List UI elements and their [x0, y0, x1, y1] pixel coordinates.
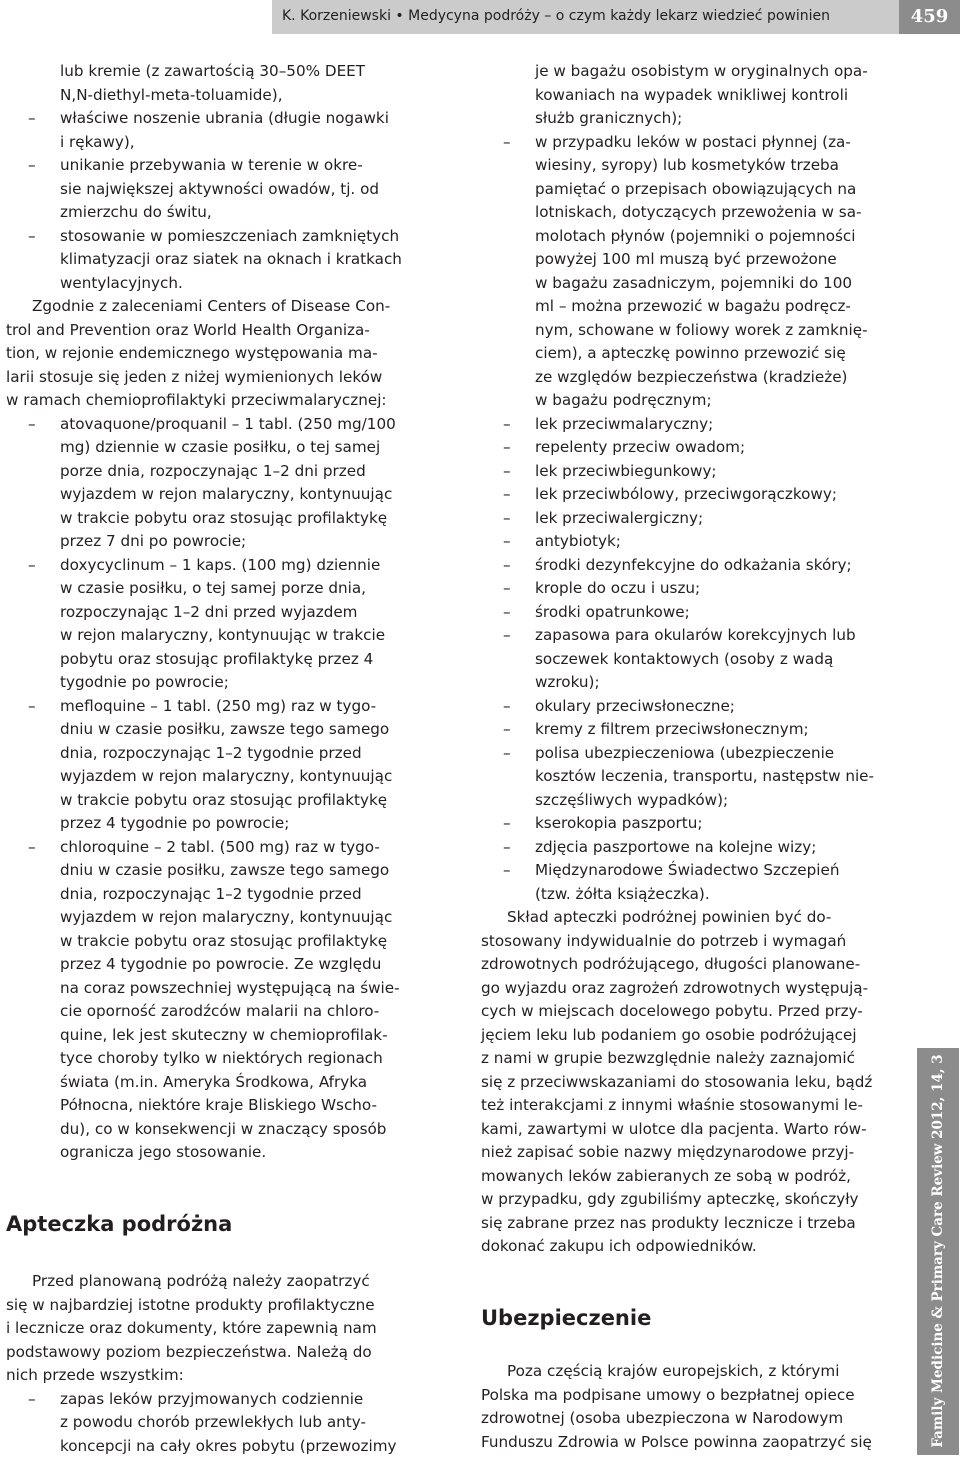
text-line: wentylacyjnych. — [6, 272, 424, 296]
text-line: się w najbardziej istotne produkty profilaktyczne — [6, 1294, 424, 1318]
text-line: rozpoczynając 1–2 dni przed wyjazdem — [6, 601, 424, 625]
text-line: w trakcie pobytu oraz stosując profilaktykę — [6, 789, 424, 813]
page-number: 459 — [899, 0, 960, 34]
text-line: – repelenty przeciw owadom; — [481, 436, 904, 460]
list-dash: – — [503, 507, 511, 531]
text-line: lub kremie (z zawartością 30–50% DEET — [6, 60, 424, 84]
text-line: służb granicznych); — [481, 107, 904, 131]
text-line: – mefloquine – 1 tabl. (250 mg) raz w tygo- — [6, 695, 424, 719]
right-column-2 — [481, 1360, 904, 1454]
running-title: K. Korzeniewski • Medycyna podróży – o czym każdy lekarz wiedzieć powinien — [282, 8, 830, 24]
text-line: dniu w czasie posiłku, zawsze tego samego — [6, 859, 424, 883]
text-line: w rejon malaryczny, kontynuując w trakcie — [6, 624, 424, 648]
text-line: – właściwe noszenie ubrania (długie nogawki — [6, 107, 424, 131]
text-line: – zapas leków przyjmowanych codziennie — [6, 1388, 424, 1412]
text-line: lotniskach, dotyczących przewożenia w sa- — [481, 201, 904, 225]
text-line: dnia, rozpoczynając 1–2 tygodnie przed — [6, 742, 424, 766]
text-line: zmierzchu do świtu, — [6, 201, 424, 225]
text-line: pamiętać o przepisach obowiązujących na — [481, 178, 904, 202]
text-line: świata (m.in. Ameryka Środkowa, Afryka — [6, 1071, 424, 1095]
text-line: szczęśliwych wypadków); — [481, 789, 904, 813]
text-line: w przypadku, gdy zgubiliśmy apteczkę, skończyły — [481, 1188, 904, 1212]
text-line: tion, w rejonie endemicznego występowania ma- — [6, 342, 424, 366]
text-line: – okulary przeciwsłoneczne; — [481, 695, 904, 719]
text-line: pobytu oraz stosując profilaktykę przez 4 — [6, 648, 424, 672]
right-column — [481, 60, 904, 1259]
list-dash: – — [503, 718, 511, 742]
text-line: – zapasowa para okularów korekcyjnych lub — [481, 624, 904, 648]
text-line: – chloroquine – 2 tabl. (500 mg) raz w tygo- — [6, 836, 424, 860]
list-dash: – — [28, 154, 36, 178]
text-line: Poza częścią krajów europejskich, z którymi — [481, 1360, 904, 1384]
text-line: w czasie posiłku, o tej samej porze dnia, — [6, 577, 424, 601]
text-line: trol and Prevention oraz World Health Organiza- — [6, 319, 424, 343]
text-line: kami, zawartymi w ulotce dla pacjenta. Warto rów- — [481, 1118, 904, 1142]
list-dash: – — [28, 413, 36, 437]
list-dash: – — [503, 601, 511, 625]
list-dash: – — [503, 812, 511, 836]
text-line: cie oporność zarodźców malarii na chloro- — [6, 1000, 424, 1024]
text-line: – lek przeciwalergiczny; — [481, 507, 904, 531]
text-line: – lek przeciwmalaryczny; — [481, 413, 904, 437]
list-dash: – — [28, 695, 36, 719]
text-line: je w bagażu osobistym w oryginalnych opa- — [481, 60, 904, 84]
text-line: kowaniach na wypadek wnikliwej kontroli — [481, 84, 904, 108]
list-dash: – — [503, 460, 511, 484]
text-line: – doxycyclinum – 1 kaps. (100 mg) dziennie — [6, 554, 424, 578]
text-line: i lecznicze oraz dokumenty, które zapewnią nam — [6, 1317, 424, 1341]
text-line: koncepcji na cały okres pobytu (przewozimy — [6, 1435, 424, 1458]
text-line: – lek przeciwbiegunkowy; — [481, 460, 904, 484]
text-line: tyce choroby tylko w niektórych regionach — [6, 1047, 424, 1071]
text-line: N,N-diethyl-meta-toluamide), — [6, 84, 424, 108]
text-line: porze dnia, rozpoczynając 1–2 dni przed — [6, 460, 424, 484]
text-line: Polska ma podpisane umowy o bezpłatnej opiece — [481, 1384, 904, 1408]
text-line: zdrowotnych podróżującego, długości planowane- — [481, 953, 904, 977]
text-line: na coraz powszechniej występującą na świe- — [6, 977, 424, 1001]
text-line: z powodu chorób przewlekłych lub anty- — [6, 1411, 424, 1435]
text-line: du), co w konsekwencji w znaczący sposób — [6, 1118, 424, 1142]
list-dash: – — [503, 483, 511, 507]
text-line: – unikanie przebywania w terenie w okre- — [6, 154, 424, 178]
list-dash: – — [28, 836, 36, 860]
text-line: Skład apteczki podróżnej powinien być do- — [481, 906, 904, 930]
text-line: nież zapisać sobie nazwy międzynarodowe przyj- — [481, 1141, 904, 1165]
text-line: zdrowotnej (osoba ubezpieczona w Narodowym — [481, 1407, 904, 1431]
text-line: powyżej 100 ml muszą być przewożone — [481, 248, 904, 272]
list-dash: – — [503, 131, 511, 155]
text-line: go wyjazdu oraz zagrożeń zdrowotnych występują- — [481, 977, 904, 1001]
text-line: wyjazdem w rejon malaryczny, kontynuując — [6, 765, 424, 789]
text-line: molotach płynów (pojemniki o pojemności — [481, 225, 904, 249]
text-line: ogranicza jego stosowanie. — [6, 1141, 424, 1165]
text-line: się zabrane przez nas produkty lecznicze i trzeba — [481, 1212, 904, 1236]
list-dash: – — [503, 859, 511, 883]
list-dash: – — [503, 436, 511, 460]
text-line: dokonać zakupu ich odpowiedników. — [481, 1235, 904, 1259]
list-dash: – — [28, 1388, 36, 1412]
text-line: i rękawy), — [6, 131, 424, 155]
text-line: w trakcie pobytu oraz stosując profilaktykę — [6, 507, 424, 531]
list-dash: – — [503, 742, 511, 766]
journal-sidebar — [917, 1048, 959, 1455]
text-line: ciem), a apteczkę powinno przewozić się — [481, 342, 904, 366]
text-line: tygodnie po powrocie; — [6, 671, 424, 695]
list-dash: – — [503, 413, 511, 437]
text-line: – kremy z filtrem przeciwsłonecznym; — [481, 718, 904, 742]
heading-apteczka: Apteczka podróżna — [6, 1212, 232, 1236]
text-line: Przed planowaną podróżą należy zaopatrzyć — [6, 1270, 424, 1294]
text-line: – w przypadku leków w postaci płynnej (za- — [481, 131, 904, 155]
text-line: – środki opatrunkowe; — [481, 601, 904, 625]
text-line: – antybiotyk; — [481, 530, 904, 554]
text-line: w trakcie pobytu oraz stosując profilaktykę — [6, 930, 424, 954]
text-line: cych w miejscach docelowego pobytu. Przed przy- — [481, 1000, 904, 1024]
text-line: – atovaquone/proquanil – 1 tabl. (250 mg/100 — [6, 413, 424, 437]
text-line: larii stosuje się jeden z niżej wymienionych leków — [6, 366, 424, 390]
list-dash: – — [503, 624, 511, 648]
text-line: w bagażu podręcznym; — [481, 389, 904, 413]
text-line: Północna, niektóre kraje Bliskiego Wscho- — [6, 1094, 424, 1118]
text-line: stosowany indywidualnie do potrzeb i wymagań — [481, 930, 904, 954]
text-line: – stosowanie w pomieszczeniach zamkniętych — [6, 225, 424, 249]
list-dash: – — [503, 577, 511, 601]
text-line: mg) dziennie w czasie posiłku, o tej samej — [6, 436, 424, 460]
text-line: soczewek kontaktowych (osoby z wadą — [481, 648, 904, 672]
list-dash: – — [503, 695, 511, 719]
text-line: quine, lek jest skuteczny w chemioprofilak- — [6, 1024, 424, 1048]
text-line: ml – można przewozić w bagażu podręcz- — [481, 295, 904, 319]
left-column-2 — [6, 1270, 424, 1458]
text-line: klimatyzacji oraz siatek na oknach i kratkach — [6, 248, 424, 272]
text-line: – środki dezynfekcyjne do odkażania skóry; — [481, 554, 904, 578]
text-line: przez 4 tygodnie po powrocie; — [6, 812, 424, 836]
text-line: – Międzynarodowe Świadectwo Szczepień — [481, 859, 904, 883]
list-dash: – — [503, 836, 511, 860]
text-line: – polisa ubezpieczeniowa (ubezpieczenie — [481, 742, 904, 766]
text-line: (tzw. żółta książeczka). — [481, 883, 904, 907]
text-line: wzroku); — [481, 671, 904, 695]
text-line: przez 7 dni po powrocie; — [6, 530, 424, 554]
text-line: ze względów bezpieczeństwa (kradzieże) — [481, 366, 904, 390]
text-line: kosztów leczenia, transportu, następstw nie- — [481, 765, 904, 789]
text-line: przez 4 tygodnie po powrocie. Ze względu — [6, 953, 424, 977]
text-line: – lek przeciwbólowy, przeciwgorączkowy; — [481, 483, 904, 507]
text-line: wyjazdem w rejon malaryczny, kontynuując — [6, 483, 424, 507]
text-line: wyjazdem w rejon malaryczny, kontynuując — [6, 906, 424, 930]
text-line: – krople do oczu i uszu; — [481, 577, 904, 601]
text-line: Zgodnie z zaleceniami Centers of Disease Con- — [6, 295, 424, 319]
text-line: dnia, rozpoczynając 1–2 tygodnie przed — [6, 883, 424, 907]
text-line: w bagażu zasadniczym, pojemniki do 100 — [481, 272, 904, 296]
text-line: z nami w grupie bezwzględnie należy zaznajomić — [481, 1047, 904, 1071]
text-line: sie największej aktywności owadów, tj. od — [6, 178, 424, 202]
text-line: nich przede wszystkim: — [6, 1364, 424, 1388]
journal-name: Family Medicine & Primary Care Review 2012, 14, 3 — [930, 1054, 946, 1447]
running-header — [0, 0, 960, 36]
text-line: mowanych leków zabieranych ze sobą w podróż, — [481, 1165, 904, 1189]
text-line: w ramach chemioprofilaktyki przeciwmalarycznej: — [6, 389, 424, 413]
text-line: dniu w czasie posiłku, zawsze tego samego — [6, 718, 424, 742]
text-line: też interakcjami z innymi właśnie stosowanymi le- — [481, 1094, 904, 1118]
list-dash: – — [28, 107, 36, 131]
text-line: jęciem leku lub podaniem go osobie podróżującej — [481, 1024, 904, 1048]
text-line: wiesiny, syropy) lub kosmetyków trzeba — [481, 154, 904, 178]
text-line: się z przeciwwskazaniami do stosowania leku, bądź — [481, 1071, 904, 1095]
text-line: podstawowy poziom bezpieczeństwa. Należą do — [6, 1341, 424, 1365]
list-dash: – — [503, 530, 511, 554]
list-dash: – — [503, 554, 511, 578]
text-line: – kserokopia paszportu; — [481, 812, 904, 836]
list-dash: – — [28, 225, 36, 249]
text-line: – zdjęcia paszportowe na kolejne wizy; — [481, 836, 904, 860]
left-column — [6, 60, 424, 1165]
text-line: nym, schowane w foliowy worek z zamknię- — [481, 319, 904, 343]
text-line: Funduszu Zdrowia w Polsce powinna zaopatrzyć się — [481, 1431, 904, 1455]
heading-ubezpieczenie: Ubezpieczenie — [481, 1306, 651, 1330]
list-dash: – — [28, 554, 36, 578]
